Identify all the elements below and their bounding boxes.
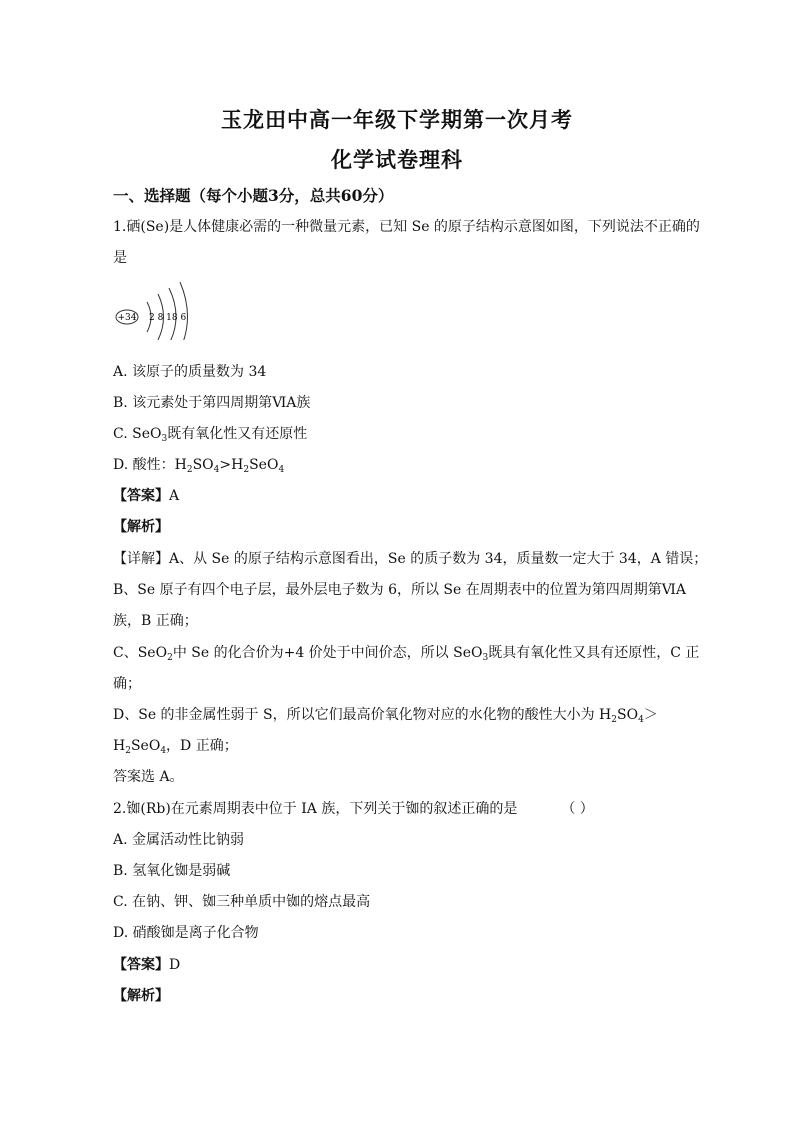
q1-detail-line7: $H_2SeO_4$，D 正确； <box>113 738 238 756</box>
page-title: 玉龙田中高一年级下学期第一次月考 <box>221 107 573 132</box>
q1-detail-line4: C、SeO$_2$中 Se 的化合价为+4 价处于中间价态，所以 SeO$_3$既具有氧化性又具有还原性，C 正 <box>113 645 700 663</box>
q1-analysis-heading: 【解析】 <box>113 519 169 535</box>
shell-electrons-label: 2 8 18 6 <box>149 313 187 323</box>
q1-option-a: A. 该原子的质量数为 34 <box>113 364 267 380</box>
atomic-structure-diagram <box>113 280 203 340</box>
q1-detail-line2: B、Se 原子有四个电子层，最外层电子数为 6，所以 Se 在周期表中的位置为第四周期第ⅥA <box>113 582 686 598</box>
nucleus-label: +34 <box>117 313 137 323</box>
q2-answer: 【答案】D <box>113 957 181 973</box>
q1-detail-line3: 族，B 正确； <box>113 613 198 629</box>
q1-detail-line8: 答案选 A。 <box>113 769 184 785</box>
q1-detail-line5: 确； <box>113 676 141 692</box>
q2-stem: 2.铷(Rb)在元素周期表中位于 IA 族，下列关于铷的叙述正确的是 （ ） <box>113 801 594 817</box>
q2-analysis-heading: 【解析】 <box>113 988 169 1004</box>
q2-option-a: A. 金属活动性比钠弱 <box>113 832 245 848</box>
q1-stem-line2: 是 <box>113 250 127 266</box>
q1-stem-line1: 1.硒(Se)是人体健康必需的一种微量元素，已知 Se 的原子结构示意图如图，下列说法不正确的 <box>113 219 700 235</box>
q1-option-b: B. 该元素处于第四周期第ⅥA族 <box>113 395 311 411</box>
section-heading: 一、选择题（每个小题3分，总共60分） <box>113 186 394 205</box>
q2-option-b: B. 氢氧化铷是弱碱 <box>113 863 231 879</box>
q1-option-d: D. 酸性：$H_2SO_4>H_2SeO_4$ <box>113 457 285 475</box>
page-subtitle: 化学试卷理科 <box>331 147 463 172</box>
q2-option-c: C. 在钠、钾、铷三种单质中铷的熔点最高 <box>113 894 371 910</box>
q1-detail-line6: D、Se 的非金属性弱于 S，所以它们最高价氧化物对应的水化物的酸性大小为 $H_2SO_4>$ <box>113 707 658 725</box>
q2-option-d: D. 硝酸铷是离子化合物 <box>113 925 259 941</box>
q1-detail-line1: 【详解】A、从 Se 的原子结构示意图看出，Se 的质子数为 34，质量数一定大于 34，A 错误； <box>113 551 708 567</box>
q1-option-c: C. SeO$_3$既有氧化性又有还原性 <box>113 426 308 444</box>
q1-answer: 【答案】A <box>113 488 180 504</box>
